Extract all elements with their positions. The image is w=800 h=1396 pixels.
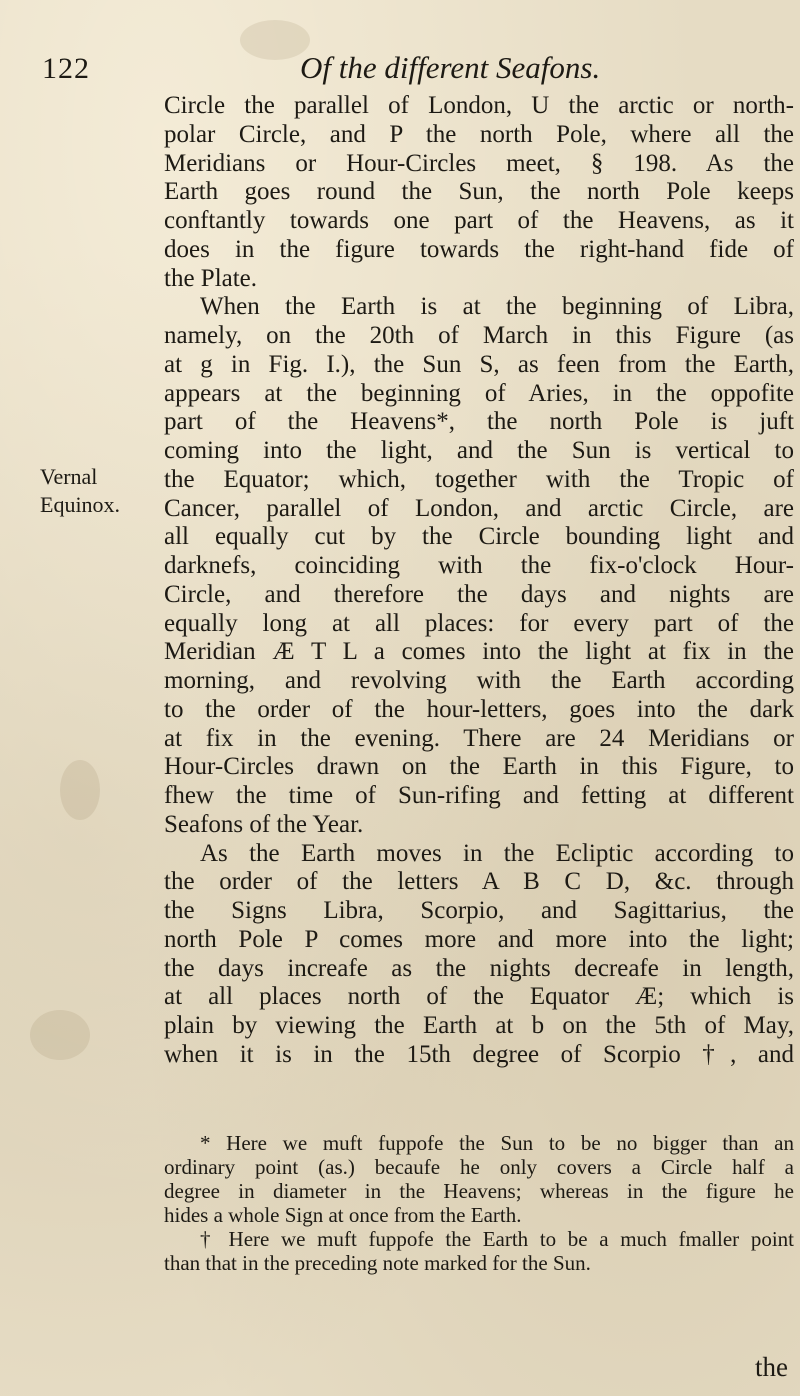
page-number: 122: [42, 52, 90, 85]
text-line: appears at the beginning of Aries, in the oppofite: [164, 379, 794, 407]
text-line: the Equator; which, together with the Tropic of: [164, 465, 794, 493]
footnote-line: than that in the preceding note marked for the Sun.: [164, 1251, 591, 1275]
paper-stain: [30, 1010, 90, 1060]
text-line: Cancer, parallel of London, and arctic Circle, are: [164, 494, 794, 522]
text-line: coming into the light, and the Sun is vertical to: [164, 437, 794, 464]
text-line: the order of the letters A B C D, &c. through: [164, 868, 794, 896]
text-line: Earth goes round the Sun, the north Pole keeps: [164, 178, 794, 206]
text-line: at fix in the evening. There are 24 Meridians or: [164, 724, 794, 752]
footnote-line: * Here we muft fuppofe the Sun to be no bigger than an: [200, 1131, 794, 1155]
text-line: all equally cut by the Circle bounding light and: [164, 523, 794, 551]
text-line: the Signs Libra, Scorpio, and Sagittarius, the: [164, 897, 794, 924]
text-line: at all places north of the Equator Æ; which is: [164, 983, 794, 1011]
text-line: conftantly towards one part of the Heavens, as it: [164, 207, 794, 234]
text-line: polar Circle, and P the north Pole, where all the: [164, 120, 794, 148]
text-line: fhew the time of Sun-rifing and fetting at different: [164, 782, 794, 809]
text-line: darknefs, coinciding with the fix-o'clock Hour-: [164, 552, 794, 579]
text-line: Meridian Æ T L a comes into the light at fix in the: [164, 638, 794, 666]
text-line: does in the figure towards the right-hand fide of: [164, 235, 794, 263]
footnote-line: † Here we muft fuppofe the Earth to be a much fmaller point: [200, 1227, 794, 1251]
footnotes: [164, 1131, 794, 1275]
text-line: plain by viewing the Earth at b on the 5th of May,: [164, 1012, 794, 1039]
text-line: namely, on the 20th of March in this Figure (as: [164, 322, 794, 349]
footnote-line: ordinary point (as.) becaufe he only covers a Circle half a: [164, 1155, 794, 1179]
text-line: Circle, and therefore the days and nights are: [164, 580, 794, 608]
text-line: Hour-Circles drawn on the Earth in this Figure, to: [164, 753, 794, 781]
body-text: [164, 92, 794, 1070]
margin-note-vernal: Vernal: [40, 464, 98, 489]
text-line: When the Earth is at the beginning of Libra,: [200, 293, 794, 321]
text-line: at g in Fig. I.), the Sun S, as feen from the Earth,: [164, 350, 794, 378]
text-line: the Plate.: [164, 264, 258, 292]
text-line: north Pole P comes more and more into the light;: [164, 925, 794, 953]
footnote-line: degree in diameter in the Heavens; whereas in the figure he: [164, 1179, 794, 1203]
text-line: the days increafe as the nights decreafe in length,: [164, 954, 794, 982]
text-line: Meridians or Hour-Circles meet, § 198. As the: [164, 149, 794, 177]
footnote-line: hides a whole Sign at once from the Earth.: [164, 1203, 522, 1227]
text-line: Seafons of the Year.: [164, 810, 364, 838]
text-line: when it is in the 15th degree of Scorpio †, and: [164, 1040, 794, 1068]
text-line: morning, and revolving with the Earth according: [164, 667, 794, 694]
paper-stain: [60, 760, 100, 820]
margin-note-equinox: Equinox.: [40, 492, 121, 517]
text-line: part of the Heavens*, the north Pole is juft: [164, 408, 794, 436]
text-line: Circle the parallel of London, U the arctic or north-: [164, 92, 794, 119]
text-line: to the order of the hour-letters, goes into the dark: [164, 695, 794, 723]
catchword: the: [755, 1352, 788, 1382]
text-line: equally long at all places: for every part of the: [164, 609, 794, 637]
running-title: Of the different Seafons.: [300, 50, 601, 85]
text-line: As the Earth moves in the Ecliptic according to: [200, 839, 794, 867]
